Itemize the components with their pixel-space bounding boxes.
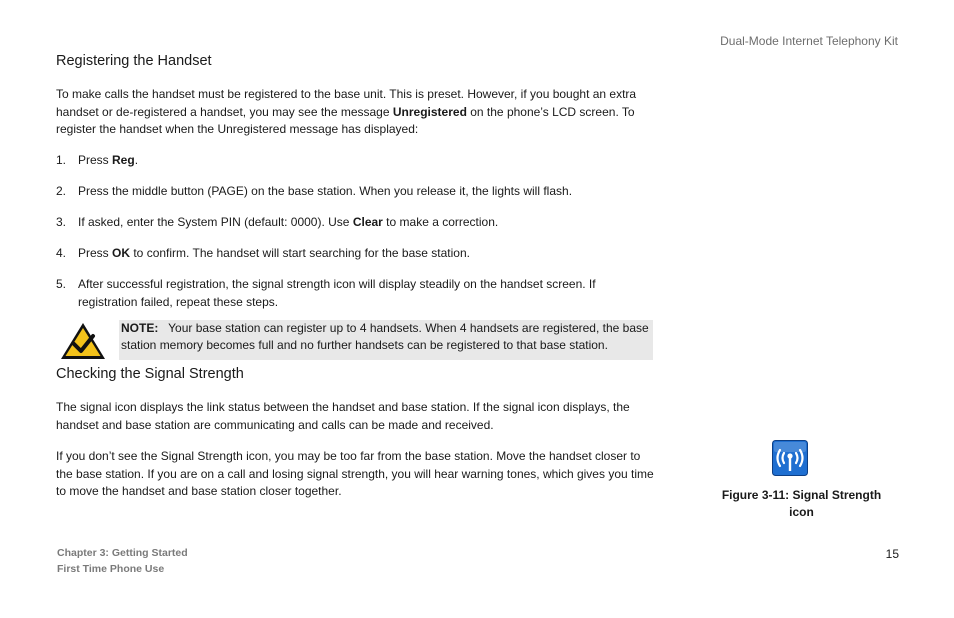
step-text-after: to confirm. The handset will start searching for the base station. [130, 246, 470, 260]
figure-caption [714, 487, 889, 521]
step-text-after: to make a correction. [382, 215, 499, 229]
step-item [56, 152, 654, 170]
page-number: 15 [885, 547, 899, 561]
running-header: Dual-Mode Internet Telephony Kit [720, 34, 898, 48]
signal-paragraph-2: If you don’t see the Signal Strength icon, you may be too far from the base station. Move the handset closer to the base station. If you are on a call and losing signal strength, you will hear warning tones, which gives you time to move the handset and base station closer together. [56, 449, 654, 498]
intro-text-before: To make calls the handset must be registered to the base unit. This is preset. However, if you bought an extra handset or de-registered a handset, you may see the message [56, 87, 637, 119]
intro-text-bold: Unregistered [392, 104, 467, 119]
step-item [56, 245, 654, 263]
step-text-before: If asked, enter the System PIN (default: 0000). Use [78, 215, 353, 229]
step-text [78, 152, 654, 170]
step-text-before: Press [78, 246, 113, 260]
step-text [78, 245, 654, 263]
step-text-before: Press [78, 153, 113, 167]
step-number: 3. [56, 215, 67, 229]
figure-caption-line-2: icon [789, 505, 814, 519]
footer-section: First Time Phone Use [57, 563, 165, 575]
intro-paragraph [56, 86, 654, 139]
signal-strength-icon [772, 440, 808, 476]
step-item [56, 214, 654, 232]
footer-chapter: Chapter 3: Getting Started [57, 547, 188, 559]
step-number: 4. [56, 246, 67, 260]
step-item [56, 276, 654, 311]
section-heading-signal: Checking the Signal Strength [56, 366, 244, 382]
warning-icon [60, 322, 106, 360]
intro-text-after: on the phone’s LCD screen. To register the handset when the Unregistered message has displayed: [56, 104, 635, 136]
step-number: 1. [56, 153, 67, 167]
step-text-bold: OK [112, 246, 131, 260]
step-text [78, 214, 654, 232]
note-text [119, 320, 653, 354]
step-item [56, 183, 654, 201]
step-number: 2. [56, 184, 67, 198]
step-text-before: Press the middle button (PAGE) on the base station. When you release it, the lights will flash. [78, 184, 573, 198]
note-box [119, 320, 653, 360]
section-heading-registering: Registering the Handset [56, 53, 212, 69]
note-body: Your base station can register up to 4 handsets. When 4 handsets are registered, the base station memory becomes full and no further handsets can be registered to that base station. [121, 321, 649, 352]
step-number: 5. [56, 277, 67, 291]
step-text-after: . [134, 153, 139, 167]
step-text [78, 183, 654, 201]
step-text-bold: Reg [112, 153, 135, 167]
note-label: NOTE: [121, 321, 159, 335]
signal-paragraph-1: The signal icon displays the link status between the handset and base station. If the signal icon displays, the handset and base station are communicating and calls can be made and received. [56, 400, 630, 432]
step-text-before: After successful registration, the signal strength icon will display steadily on the handset screen. If registration failed, repeat these steps. [78, 277, 596, 309]
figure-caption-line-1: Figure 3-11: Signal Strength [721, 488, 882, 502]
step-text [78, 276, 654, 311]
step-text-bold: Clear [352, 215, 383, 229]
